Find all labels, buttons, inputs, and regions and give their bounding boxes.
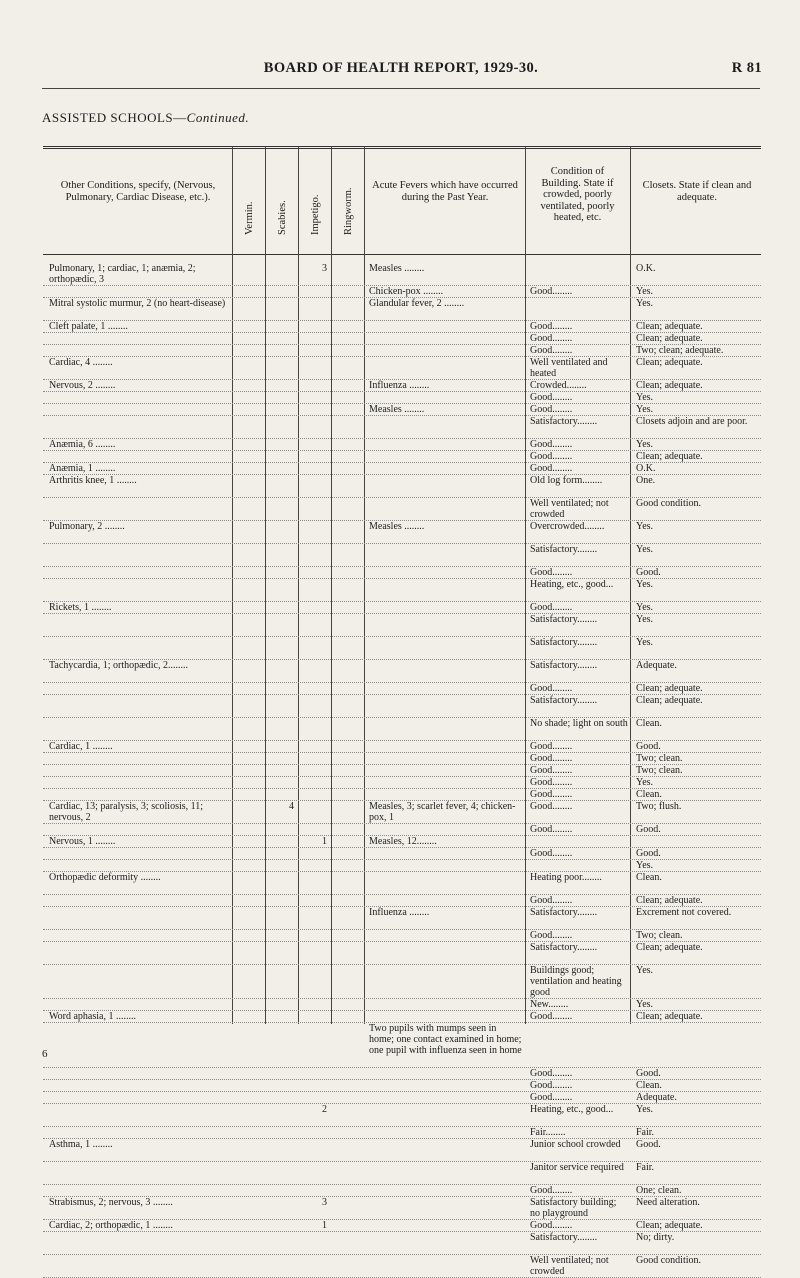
cell-closets: Clean; adequate. bbox=[636, 683, 703, 694]
cell-building: Good........ bbox=[530, 567, 573, 578]
col-header-vermin: Vermin. bbox=[244, 201, 255, 235]
cell-building: Junior school crowded bbox=[530, 1139, 621, 1150]
cell-closets: Fair. bbox=[636, 1162, 655, 1173]
cell-fevers: Influenza ........ bbox=[369, 380, 430, 391]
cell-building: Good........ bbox=[530, 1092, 573, 1103]
cell-building: Heating poor........ bbox=[530, 872, 602, 883]
cell-conditions: Cardiac, 13; paralysis, 3; scoliosis, 11; nervous, 2 bbox=[49, 801, 204, 823]
cell-conditions: Anæmia, 1 ........ bbox=[49, 463, 116, 474]
cell-closets: Adequate. bbox=[636, 1092, 677, 1103]
cell-conditions: Mitral systolic murmur, 2 (no heart-disease) bbox=[49, 298, 226, 309]
cell-conditions: Nervous, 2 ........ bbox=[49, 380, 116, 391]
cell-closets: Good. bbox=[636, 741, 661, 752]
cell-closets: Good condition. bbox=[636, 498, 701, 509]
cell-building: Good........ bbox=[530, 765, 573, 776]
cell-closets: Yes. bbox=[636, 392, 654, 403]
cell-building: Good........ bbox=[530, 404, 573, 415]
cell-impetigo: 1 bbox=[322, 836, 327, 847]
cell-building: Good........ bbox=[530, 777, 573, 788]
cell-building: Satisfactory........ bbox=[530, 637, 598, 648]
section-title: ASSISTED SCHOOLS—Continued. bbox=[42, 110, 250, 125]
cell-building: New........ bbox=[530, 999, 569, 1010]
cell-closets: O.K. bbox=[636, 463, 656, 474]
cell-closets: One. bbox=[636, 475, 656, 486]
cell-closets: Clean; adequate. bbox=[636, 895, 703, 906]
cell-closets: Yes. bbox=[636, 286, 654, 297]
cell-closets: Yes. bbox=[636, 637, 654, 648]
cell-closets: Good. bbox=[636, 1068, 661, 1079]
column-divider bbox=[232, 146, 233, 1024]
cell-closets: Yes. bbox=[636, 521, 654, 532]
cell-fevers: Measles ........ bbox=[369, 404, 425, 415]
cell-closets: Clean; adequate. bbox=[636, 1011, 703, 1022]
cell-closets: Clean; adequate. bbox=[636, 451, 703, 462]
column-divider bbox=[298, 146, 299, 1024]
cell-closets: Yes. bbox=[636, 1104, 654, 1115]
footer-mark: 6 bbox=[42, 1048, 48, 1060]
cell-conditions: Pulmonary, 1; cardiac, 1; anæmia, 2; orthopædic, 3 bbox=[49, 263, 196, 285]
cell-closets: Yes. bbox=[636, 404, 654, 415]
cell-building: Good........ bbox=[530, 439, 573, 450]
cell-building: Old log form........ bbox=[530, 475, 603, 486]
cell-building: Janitor service required bbox=[530, 1162, 624, 1173]
cell-building: Satisfactory........ bbox=[530, 695, 598, 706]
cell-fevers: Measles, 12........ bbox=[369, 836, 437, 847]
cell-closets: Clean; adequate. bbox=[636, 695, 703, 706]
cell-fevers: Glandular fever, 2 ........ bbox=[369, 298, 465, 309]
cell-closets: Yes. bbox=[636, 544, 654, 555]
cell-building: Good........ bbox=[530, 286, 573, 297]
cell-building: Overcrowded........ bbox=[530, 521, 605, 532]
cell-closets: Yes. bbox=[636, 999, 654, 1010]
cell-closets: Yes. bbox=[636, 860, 654, 871]
cell-building: Crowded........ bbox=[530, 380, 587, 391]
cell-building: Good........ bbox=[530, 1080, 573, 1091]
cell-building: Good........ bbox=[530, 1220, 573, 1231]
cell-closets: Two; clean. bbox=[636, 753, 683, 764]
section-title-text: ASSISTED SCHOOLS bbox=[42, 110, 174, 125]
page-reference: R 81 bbox=[731, 60, 762, 76]
cell-building: Good........ bbox=[530, 451, 573, 462]
cell-closets: Good. bbox=[636, 848, 661, 859]
cell-closets: Clean; adequate. bbox=[636, 380, 703, 391]
column-divider bbox=[265, 146, 266, 1024]
running-head bbox=[40, 60, 762, 78]
column-divider bbox=[525, 146, 526, 1024]
cell-closets: Yes. bbox=[636, 777, 654, 788]
col-header-closets: Closets. State if clean and adequate. bbox=[642, 180, 752, 203]
cell-conditions: Rickets, 1 ........ bbox=[49, 602, 112, 613]
cell-closets: O.K. bbox=[636, 263, 656, 274]
col-header-impetigo: Impetigo. bbox=[310, 194, 321, 235]
cell-closets: Good. bbox=[636, 824, 661, 835]
cell-building: Good........ bbox=[530, 741, 573, 752]
cell-conditions: Cardiac, 4 ........ bbox=[49, 357, 113, 368]
cell-building: Fair........ bbox=[530, 1127, 566, 1138]
cell-closets: Good. bbox=[636, 567, 661, 578]
cell-closets: Yes. bbox=[636, 614, 654, 625]
cell-building: Good........ bbox=[530, 602, 573, 613]
cell-building: Well ventilated and heated bbox=[530, 357, 608, 379]
cell-closets: Clean. bbox=[636, 1080, 662, 1091]
cell-impetigo: 2 bbox=[322, 1104, 327, 1115]
cell-fevers: Influenza ........ bbox=[369, 907, 430, 918]
cell-building: Good........ bbox=[530, 321, 573, 332]
header-rule bbox=[42, 88, 760, 89]
cell-impetigo: 3 bbox=[322, 1197, 327, 1208]
cell-building: No shade; light on south bbox=[530, 718, 628, 729]
running-title: BOARD OF HEALTH REPORT, 1929-30. bbox=[263, 60, 539, 76]
column-divider bbox=[630, 146, 631, 1024]
cell-building: Satisfactory........ bbox=[530, 907, 598, 918]
cell-closets: Adequate. bbox=[636, 660, 677, 671]
cell-building: Satisfactory........ bbox=[530, 544, 598, 555]
cell-building: Good........ bbox=[530, 683, 573, 694]
cell-fevers: Measles ........ bbox=[369, 263, 425, 274]
cell-building: Good........ bbox=[530, 930, 573, 941]
cell-building: Heating, etc., good... bbox=[530, 1104, 614, 1115]
cell-building: Satisfactory........ bbox=[530, 416, 598, 427]
cell-building: Satisfactory........ bbox=[530, 942, 598, 953]
cell-building: Good........ bbox=[530, 789, 573, 800]
cell-conditions: Anæmia, 6 ........ bbox=[49, 439, 116, 450]
cell-building: Satisfactory........ bbox=[530, 614, 598, 625]
cell-building: Good........ bbox=[530, 848, 573, 859]
cell-closets: Yes. bbox=[636, 579, 654, 590]
cell-closets: Clean; adequate. bbox=[636, 333, 703, 344]
cell-closets: Two; clean; adequate. bbox=[636, 345, 724, 356]
cell-building: Good........ bbox=[530, 392, 573, 403]
cell-building: Good........ bbox=[530, 345, 573, 356]
cell-closets: Closets adjoin and are poor. bbox=[636, 416, 748, 427]
cell-scabies: 4 bbox=[289, 801, 294, 812]
table-header-rule bbox=[43, 254, 761, 255]
cell-building: Good........ bbox=[530, 895, 573, 906]
cell-fevers: Chicken-pox ........ bbox=[369, 286, 444, 297]
cell-closets: Fair. bbox=[636, 1127, 655, 1138]
cell-closets: Clean. bbox=[636, 789, 662, 800]
cell-conditions: Orthopædic deformity ........ bbox=[49, 872, 161, 883]
cell-closets: Two; flush. bbox=[636, 801, 682, 812]
cell-building: Well ventilated; not crowded bbox=[530, 1255, 609, 1277]
cell-closets: No; dirty. bbox=[636, 1232, 675, 1243]
cell-building: Satisfactory........ bbox=[530, 1232, 598, 1243]
cell-conditions: Word aphasia, 1 ........ bbox=[49, 1011, 136, 1022]
cell-closets: Yes. bbox=[636, 965, 654, 976]
cell-closets: Need alteration. bbox=[636, 1197, 700, 1208]
cell-building: Good........ bbox=[530, 333, 573, 344]
cell-building: Heating, etc., good... bbox=[530, 579, 614, 590]
cell-conditions: Cleft palate, 1 ........ bbox=[49, 321, 128, 332]
cell-building: Satisfactory building; no playground bbox=[530, 1197, 617, 1219]
col-header-ringworm: Ringworm. bbox=[343, 187, 354, 235]
cell-conditions: Asthma, 1 ........ bbox=[49, 1139, 113, 1150]
cell-conditions: Arthritis knee, 1 ........ bbox=[49, 475, 137, 486]
cell-closets: Two; clean. bbox=[636, 930, 683, 941]
cell-building: Satisfactory........ bbox=[530, 660, 598, 671]
cell-building: Well ventilated; not crowded bbox=[530, 498, 609, 520]
col-header-conditions: Other Conditions, specify, (Nervous, Pulmonary, Cardiac Disease, etc.). bbox=[60, 180, 216, 203]
cell-building: Buildings good; ventilation and heating good bbox=[530, 965, 622, 998]
cell-closets: Clean. bbox=[636, 718, 662, 729]
cell-closets: Good condition. bbox=[636, 1255, 701, 1266]
cell-fevers: Measles, 3; scarlet fever, 4; chicken-pox, 1 bbox=[369, 801, 516, 823]
cell-conditions: Cardiac, 2; orthopædic, 1 ........ bbox=[49, 1220, 173, 1231]
col-header-fevers: Acute Fevers which have occurred during the Past Year. bbox=[372, 180, 518, 203]
cell-closets: Excrement not covered. bbox=[636, 907, 732, 918]
cell-impetigo: 1 bbox=[322, 1220, 327, 1231]
cell-closets: Clean; adequate. bbox=[636, 1220, 703, 1231]
cell-conditions: Pulmonary, 2 ........ bbox=[49, 521, 125, 532]
cell-conditions: Cardiac, 1 ........ bbox=[49, 741, 113, 752]
cell-conditions: Tachycardia, 1; orthopædic, 2........ bbox=[49, 660, 188, 671]
column-divider bbox=[364, 146, 365, 1024]
cell-closets: One; clean. bbox=[636, 1185, 682, 1196]
column-divider bbox=[331, 146, 332, 1024]
cell-closets: Yes. bbox=[636, 602, 654, 613]
section-title-suffix: Continued. bbox=[186, 110, 250, 125]
cell-closets: Clean. bbox=[636, 872, 662, 883]
cell-building: Good........ bbox=[530, 463, 573, 474]
cell-impetigo: 3 bbox=[322, 263, 327, 274]
cell-building: Good........ bbox=[530, 824, 573, 835]
cell-building: Good........ bbox=[530, 753, 573, 764]
cell-fevers: Measles ........ bbox=[369, 521, 425, 532]
cell-closets: Clean; adequate. bbox=[636, 357, 703, 368]
cell-closets: Good. bbox=[636, 1139, 661, 1150]
cell-building: Good........ bbox=[530, 1068, 573, 1079]
cell-conditions: Nervous, 1 ........ bbox=[49, 836, 116, 847]
col-header-scabies: Scabies. bbox=[277, 200, 288, 235]
cell-closets: Yes. bbox=[636, 298, 654, 309]
cell-closets: Yes. bbox=[636, 439, 654, 450]
cell-closets: Two; clean. bbox=[636, 765, 683, 776]
col-header-building: Condition of Building. State if crowded, poorly ventilated, poorly heated, etc. bbox=[540, 166, 615, 223]
cell-fevers: Two pupils with mumps seen in home; one contact examined in home; one pupil with influenza seen in home bbox=[369, 1023, 522, 1056]
cell-building: Good........ bbox=[530, 1011, 573, 1022]
cell-closets: Clean; adequate. bbox=[636, 942, 703, 953]
cell-building: Good........ bbox=[530, 1185, 573, 1196]
cell-closets: Clean; adequate. bbox=[636, 321, 703, 332]
cell-building: Good........ bbox=[530, 801, 573, 812]
cell-conditions: Strabismus, 2; nervous, 3 ........ bbox=[49, 1197, 173, 1208]
